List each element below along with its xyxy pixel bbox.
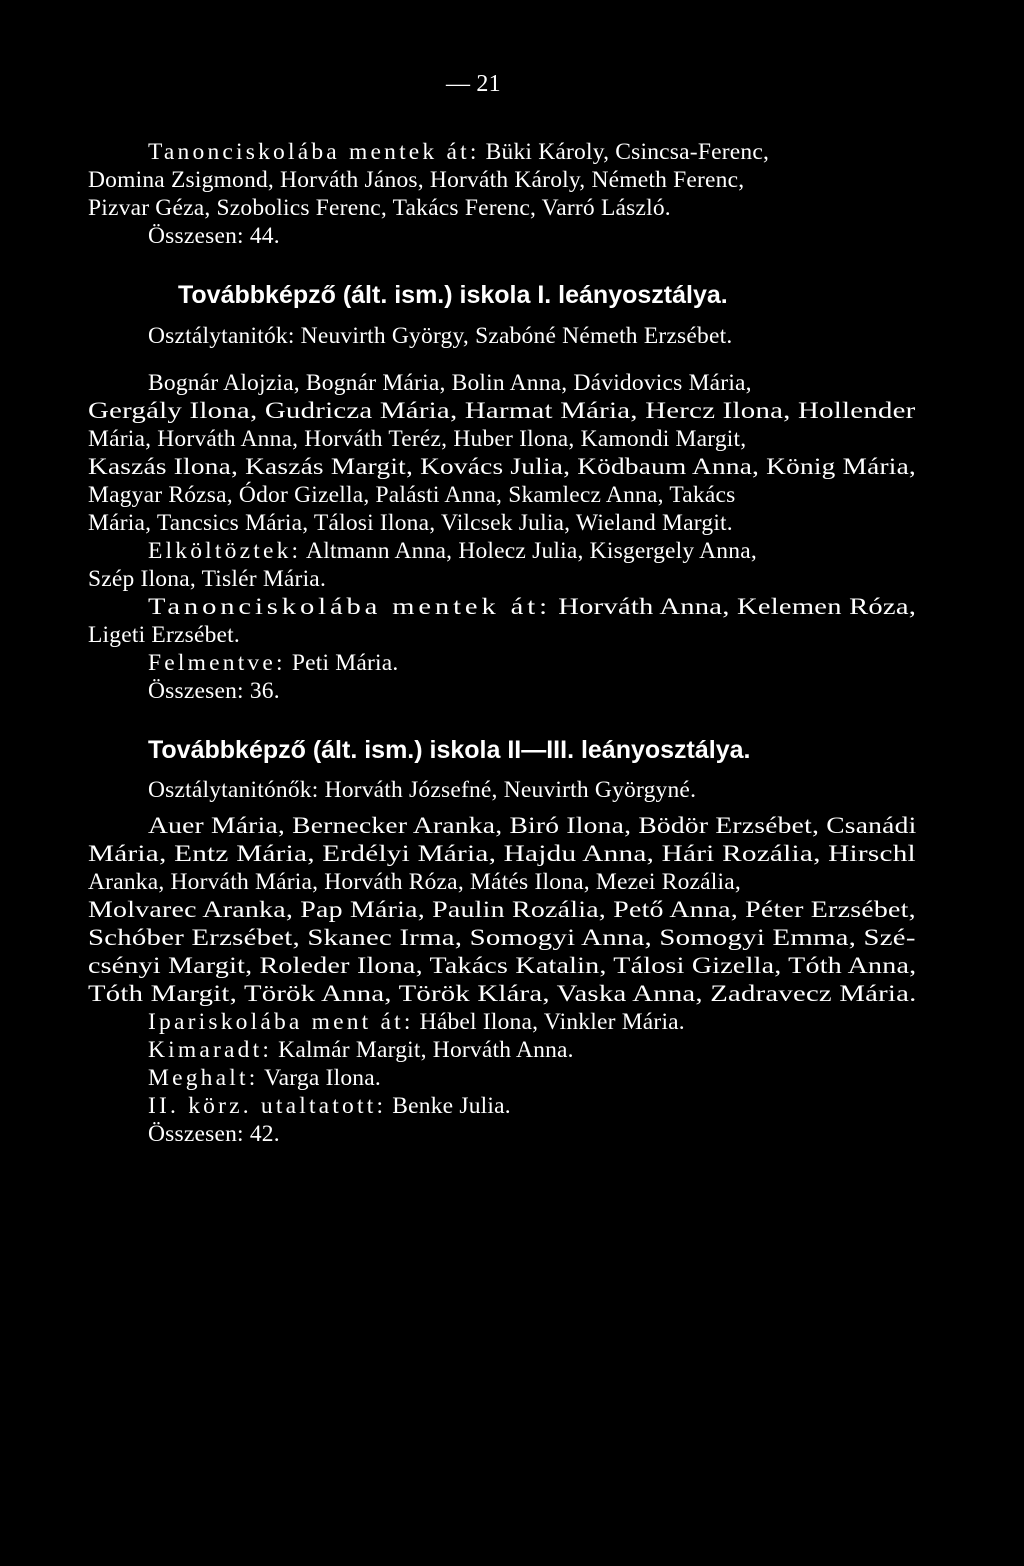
section1-line-1-text: Büki Károly, Csincsa-Ferenc, <box>485 139 770 165</box>
section3-total: Összesen: 42. <box>148 1121 280 1147</box>
section3-left-label: Kimaradt: <box>148 1037 273 1063</box>
section2-teachers-names: Neuvirth György, Szabóné Németh Erzsébet. <box>300 323 733 349</box>
page-number: — 21 <box>446 71 501 97</box>
section3-district <box>148 1092 511 1120</box>
section3-student-line-5: Schóber Erzsébet, Skanec Irma, Somogyi Anna, Somogyi Emma, Szé- <box>88 925 916 951</box>
section3-died <box>148 1064 381 1092</box>
section2-student-line-2: Gergály Ilona, Gudricza Mária, Harmat Mária, Hercz Ilona, Hollender <box>88 398 916 424</box>
section2-total: Összesen: 36. <box>148 678 280 704</box>
section3-student-line-4: Molvarec Aranka, Pap Mária, Paulin Rozália, Pető Anna, Péter Erzsébet, <box>88 897 916 923</box>
section1-line-3: Pizvar Géza, Szobolics Ferenc, Takács Ferenc, Varró László. <box>88 195 671 221</box>
section1-total: Összesen: 44. <box>148 223 280 249</box>
section3-teachers-label: Osztálytanitónők: <box>148 777 319 803</box>
section1-line-2: Domina Zsigmond, Horváth János, Horváth Károly, Németh Ferenc, <box>88 167 745 193</box>
section3-district-text: Benke Julia. <box>392 1093 511 1119</box>
section2-exempt <box>148 649 398 677</box>
section2-student-line-3: Mária, Horváth Anna, Horváth Teréz, Huber Ilona, Kamondi Margit, <box>88 426 747 452</box>
section2-teachers-label: Osztálytanitók: <box>148 323 295 349</box>
section1-line-1 <box>148 138 769 166</box>
section2-student-line-5: Magyar Rózsa, Ódor Gizella, Palásti Anna, Skamlecz Anna, Takács <box>88 482 736 508</box>
section2-moved-line-2: Szép Ilona, Tislér Mária. <box>88 566 327 592</box>
section2-exempt-text: Peti Mária. <box>291 650 399 676</box>
section3-died-text: Varga Ilona. <box>264 1065 381 1091</box>
section2-transfer-line-2: Ligeti Erzsébet. <box>88 622 240 648</box>
section2-exempt-label: Felmentve: <box>148 650 286 676</box>
section1-label: Tanonciskolába mentek át: <box>148 139 480 165</box>
section3-district-label: II. körz. utaltatott: <box>148 1093 387 1119</box>
section3-industrial-label: Ipariskolába ment át: <box>148 1009 414 1035</box>
section2-student-line-1: Bognár Alojzia, Bognár Mária, Bolin Anna, Dávidovics Mária, <box>148 370 752 396</box>
section3-industrial <box>148 1008 685 1036</box>
section3-industrial-text: Hábel Ilona, Vinkler Mária. <box>419 1009 685 1035</box>
section2-student-line-6: Mária, Tancsics Mária, Tálosi Ilona, Vilcsek Julia, Wieland Margit. <box>88 510 733 536</box>
section3-student-line-6: csényi Margit, Roleder Ilona, Takács Katalin, Tálosi Gizella, Tóth Anna, <box>88 953 917 979</box>
section3-student-line-1: Auer Mária, Bernecker Aranka, Biró Ilona, Bödör Erzsébet, Csanádi <box>148 813 917 839</box>
section3-student-line-7: Tóth Margit, Török Anna, Török Klára, Vaska Anna, Zadravecz Mária. <box>88 981 917 1007</box>
section2-teachers <box>148 322 732 350</box>
section2-transfer-label: Tanonciskolába mentek át: <box>148 594 551 620</box>
section2-transfer-text: Horváth Anna, Kelemen Róza, <box>558 594 917 620</box>
section2-transfer-line-1 <box>148 593 916 621</box>
section3-student-line-3: Aranka, Horváth Mária, Horváth Róza, Mátés Ilona, Mezei Rozália, <box>88 869 741 895</box>
section3-left-text: Kalmár Margit, Horváth Anna. <box>278 1037 574 1063</box>
section3-student-line-2: Mária, Entz Mária, Erdélyi Mária, Hajdu Anna, Hári Rozália, Hirschl <box>88 841 916 867</box>
section2-moved-label: Elköltöztek: <box>148 538 302 564</box>
section3-heading: Továbbképző (ált. ism.) iskola II—III. leányosztálya. <box>148 736 751 764</box>
section2-student-line-4: Kaszás Ilona, Kaszás Margit, Kovács Julia, Ködbaum Anna, König Mária, <box>88 454 916 480</box>
section2-heading: Továbbképző (ált. ism.) iskola I. leányosztálya. <box>178 281 728 309</box>
section3-teachers-names: Horváth Józsefné, Neuvirth Györgyné. <box>324 777 697 803</box>
section2-moved-text: Altmann Anna, Holecz Julia, Kisgergely Anna, <box>306 538 757 564</box>
section3-teachers <box>148 776 696 804</box>
section3-left <box>148 1036 574 1064</box>
section2-moved-line-1 <box>148 537 757 565</box>
section3-died-label: Meghalt: <box>148 1065 259 1091</box>
